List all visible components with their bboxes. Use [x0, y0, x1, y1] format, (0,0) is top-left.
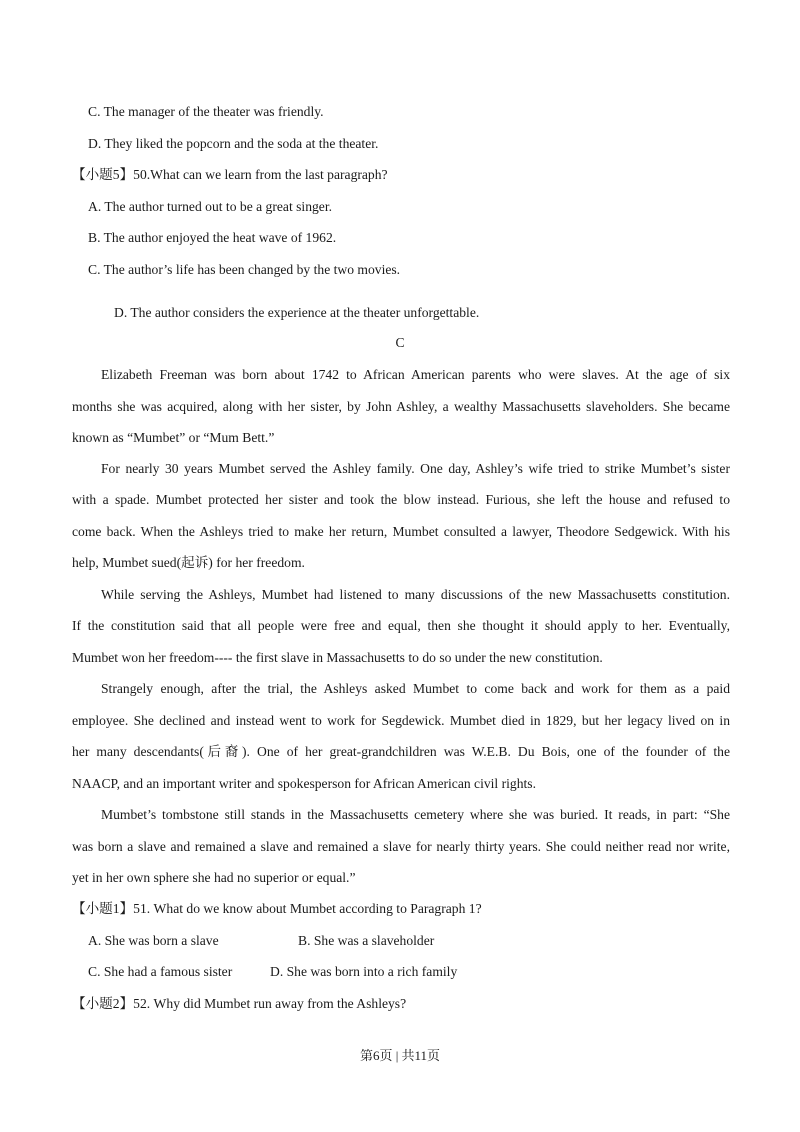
- q51-option-b: B. She was a slaveholder: [298, 933, 435, 948]
- passage-line: For nearly 30 years Mumbet served the Ashley family. One day, Ashley’s wife tried to strike Mumbet’s sister: [101, 461, 730, 476]
- q51-option-c: C. She had a famous sister: [88, 964, 233, 979]
- passage-line: NAACP, and an important writer and spokesperson for African American civil rights.: [72, 776, 536, 791]
- passage-line: If the constitution said that all people were free and equal, then she thought it should apply to her. Eventually,: [72, 618, 730, 633]
- q50-stem: 【小题5】50.What can we learn from the last paragraph?: [72, 167, 388, 182]
- q50-option-d: D. The author considers the experience at the theater unforgettable.: [114, 305, 480, 320]
- passage-line: known as “Mumbet” or “Mum Bett.”: [72, 430, 275, 445]
- passage-line: Mumbet won her freedom---- the first slave in Massachusetts to do so under the new constitution.: [72, 650, 603, 665]
- q52-stem: 【小题2】52. Why did Mumbet run away from the Ashleys?: [72, 996, 407, 1011]
- passage-line: Mumbet’s tombstone still stands in the Massachusetts cemetery where she was buried. It reads, in part: “She: [101, 807, 730, 822]
- q49-option-c: C. The manager of the theater was friendly.: [88, 104, 324, 119]
- passage-line: Elizabeth Freeman was born about 1742 to African American parents who were slaves. At the age of six: [101, 367, 730, 382]
- passage-line: was born a slave and remained a slave and remained a slave for nearly thirty years. She could neither read nor write,: [72, 839, 730, 854]
- passage-line: months she was acquired, along with her sister, by John Ashley, a wealthy Massachusetts slaveholders. She became: [72, 399, 730, 414]
- q51-stem: 【小题1】51. What do we know about Mumbet according to Paragraph 1?: [72, 901, 482, 916]
- page-footer: 第6页 | 共11页: [359, 1048, 441, 1063]
- q50-option-b: B. The author enjoyed the heat wave of 1962.: [88, 230, 337, 245]
- passage-line: with a spade. Mumbet protected her sister and took the blow instead. Furious, she left the house and refused to: [72, 492, 730, 507]
- q50-option-a: A. The author turned out to be a great singer.: [88, 199, 332, 214]
- passage-line: yet in her own sphere she had no superior or equal.”: [72, 870, 356, 885]
- passage-line: Strangely enough, after the trial, the Ashleys asked Mumbet to come back and work for them as a paid: [101, 681, 730, 696]
- passage-line: While serving the Ashleys, Mumbet had listened to many discussions of the new Massachusetts constitution.: [101, 587, 730, 602]
- passage-heading: C: [395, 335, 405, 350]
- q49-option-d: D. They liked the popcorn and the soda at the theater.: [88, 136, 379, 151]
- passage-line: her many descendants(后裔). One of her great-grandchildren was W.E.B. Du Bois, one of the founder of the: [72, 744, 730, 759]
- passage-line: come back. When the Ashleys tried to make her return, Mumbet consulted a lawyer, Theodore Sedgewick. With his: [72, 524, 730, 539]
- passage-line: help, Mumbet sued(起诉) for her freedom.: [72, 555, 305, 570]
- q51-option-a: A. She was born a slave: [88, 933, 219, 948]
- q51-option-d: D. She was born into a rich family: [270, 964, 458, 979]
- q50-option-c: C. The author’s life has been changed by the two movies.: [88, 262, 401, 277]
- passage-line: employee. She declined and instead went to work for Segdewick. Mumbet died in 1829, but her legacy lived on in: [72, 713, 730, 728]
